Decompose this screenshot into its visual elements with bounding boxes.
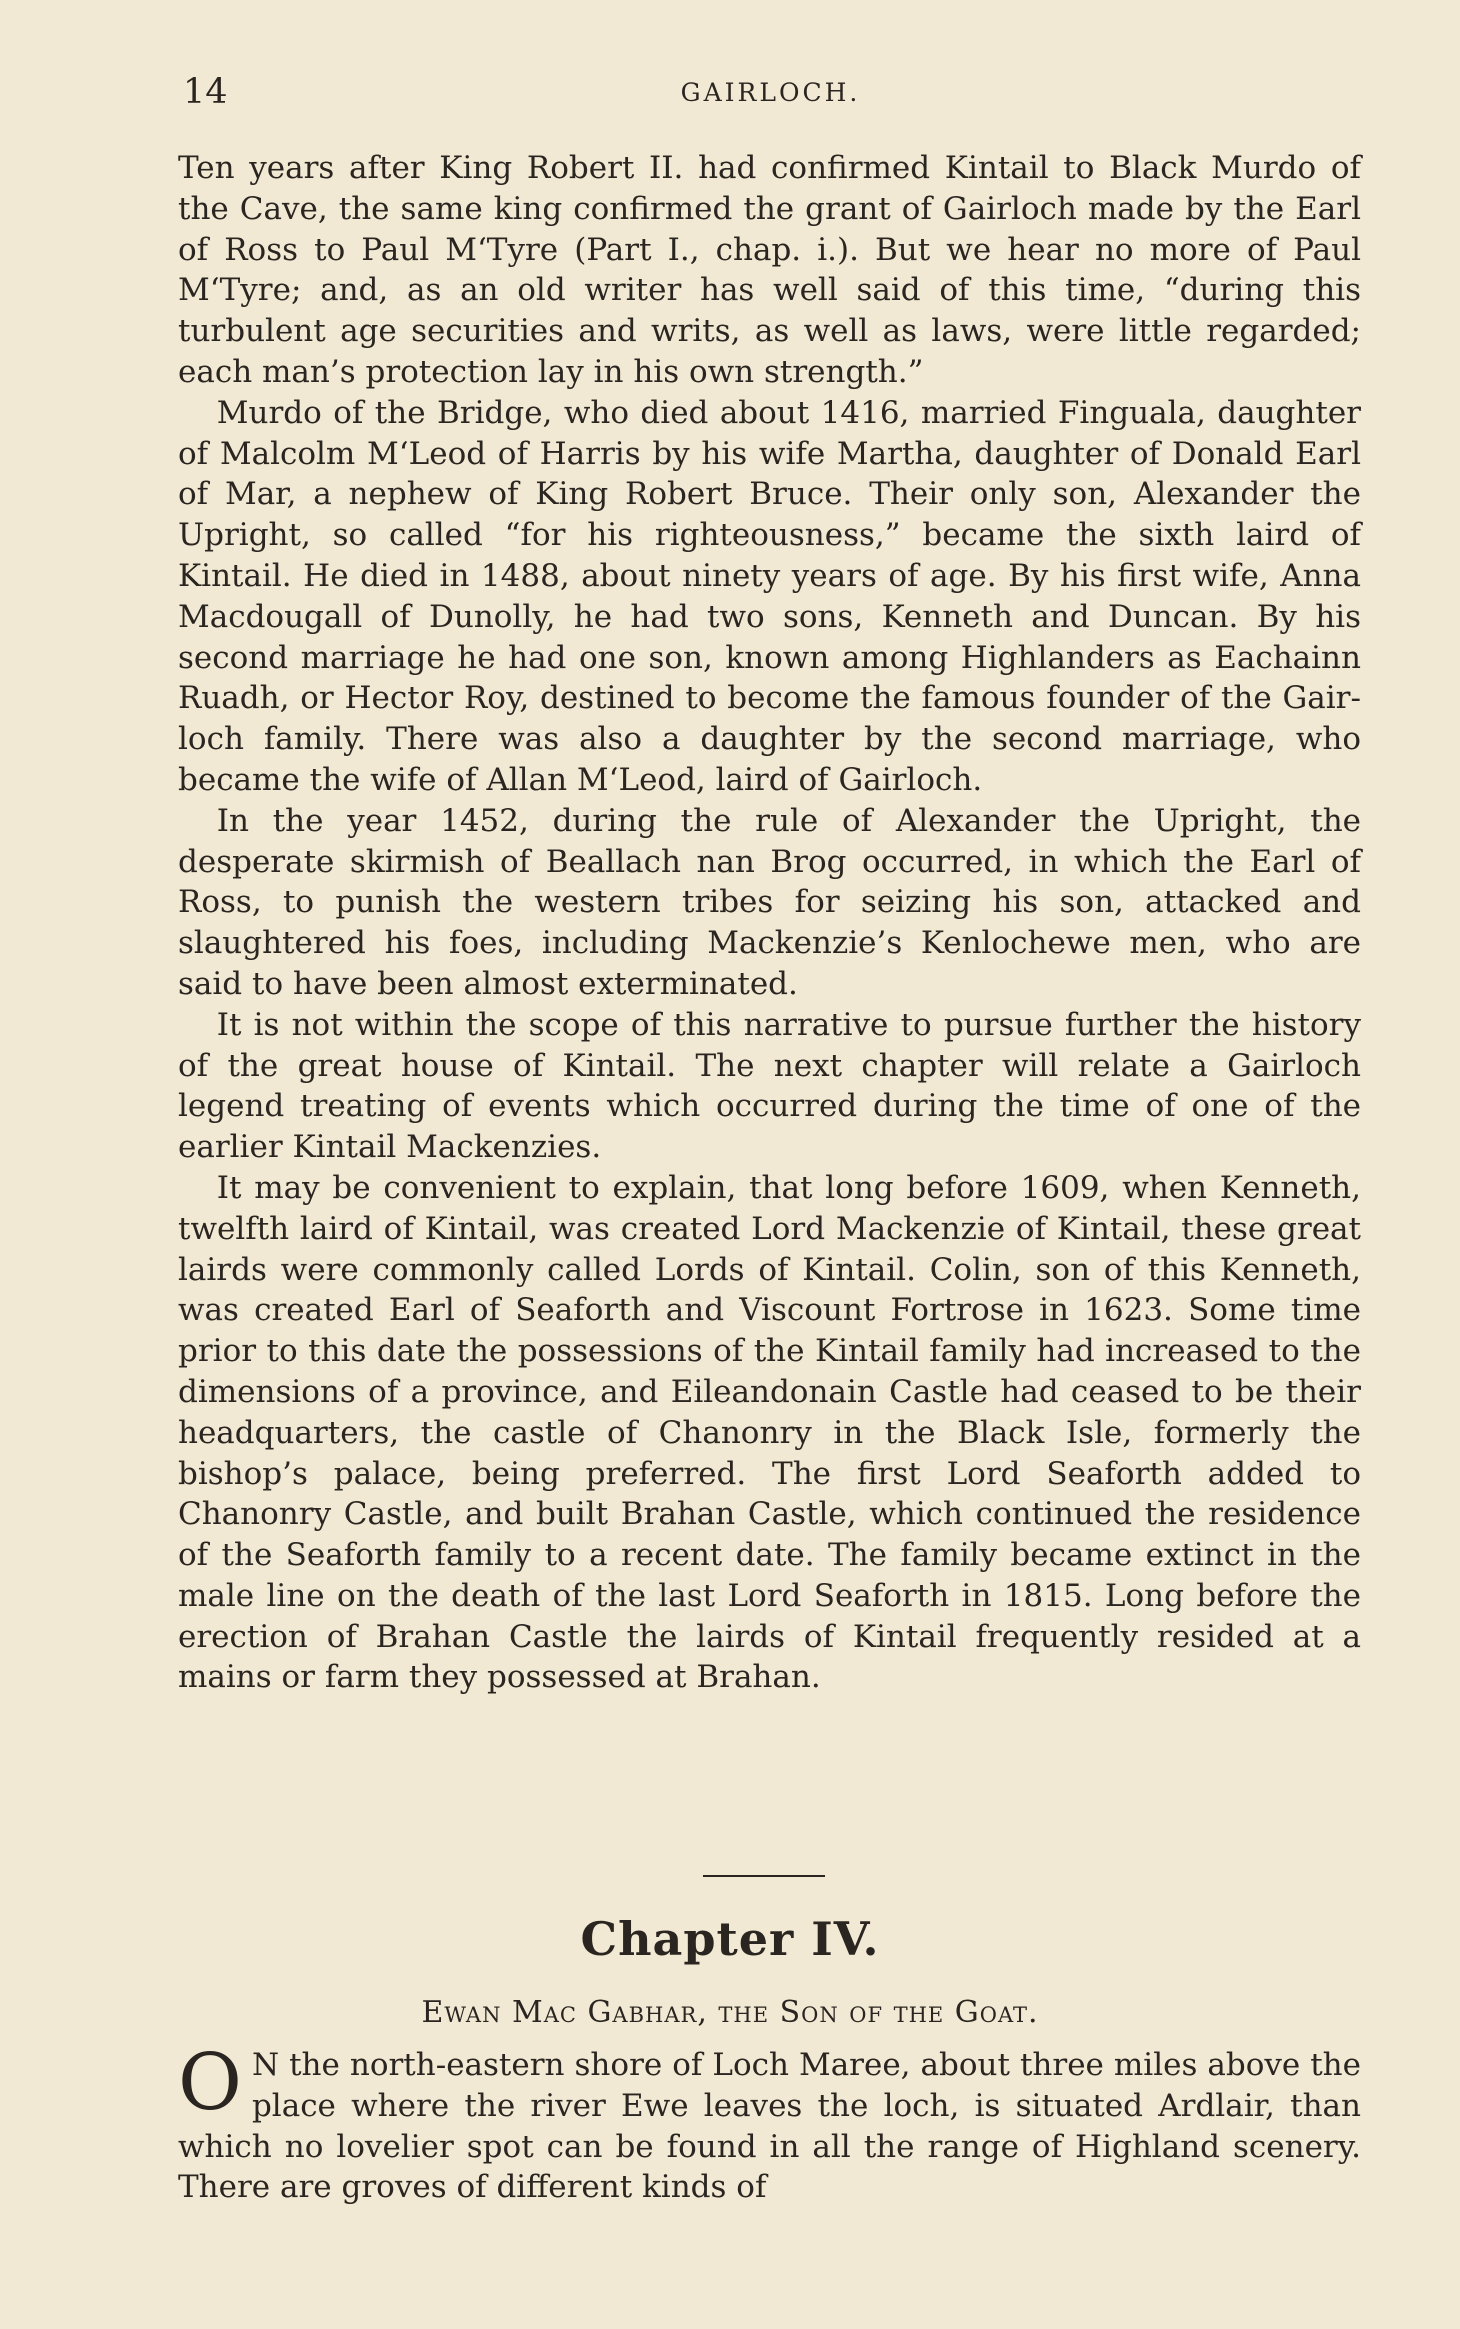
paragraph: It is not within the scope of this narrative to pursue further the history of the great house of Kintail. The next chapter will relate a Gairloch legend treating of events which occurred during the time of one of the earlier Kintail Mackenzies.: [178, 1006, 1361, 1166]
section-divider: [703, 1875, 825, 1877]
chapter-heading: Chapter IV.: [580, 1912, 880, 1966]
paragraph: Ten years after King Robert II. had confirmed Kintail to Black Murdo of the Cave, the same king confirmed the grant of Gairloch made by the Earl of Ross to Paul M‘Tyre (Part I., chap. i.). But we hear no more of Paul M‘Tyre; and, as an old writer has well said of this time, “during this turbulent age securities and writs, as well as laws, were little regarded; each man’s protection lay in his own strength.”: [178, 150, 1361, 390]
chapter-opening-text: N the north-eastern shore of Loch Maree, about three miles above the place where the river Ewe leaves the loch, is situated Ardlair, than which no lovelier spot can be found in all the range of Highland scenery. There are groves of different kinds of: [178, 2047, 1361, 2206]
drop-cap: O: [178, 2038, 242, 2128]
chapter-opening: [178, 2038, 1361, 2208]
running-title: GAIRLOCH.: [680, 78, 861, 107]
running-head: [183, 72, 1358, 122]
paragraph: It may be convenient to explain, that long before 1609, when Kenneth, twelfth laird of Kintail, was created Lord Mackenzie of Kintail, these great lairds were commonly called Lords of Kintail. Colin, son of this Kenneth, was created Earl of Seaforth and Viscount Fortrose in 1623. Some time prior to this date the possessions of the Kintail family had increased to the dimensions of a province, and Eileandonain Castle had ceased to be their headquarters, the castle of Chanonry in the Black Isle, formerly the bishop’s palace, being preferred. The first Lord Seaforth added to Chanonry Castle, and built Brahan Castle, which continued the residence of the Seaforth family to a recent date. The family became extinct in the male line on the death of the last Lord Seaforth in 1815. Long before the erection of Brahan Castle the lairds of Kintail frequently resided at a mains or farm they possessed at Brahan.: [178, 1169, 1361, 1696]
paragraph: In the year 1452, during the rule of Alexander the Upright, the desperate skirmish of Beallach nan Brog occurred, in which the Earl of Ross, to punish the western tribes for seizing his son, attacked and slaughtered his foes, including Mackenzie’s Kenlochewe men, who are said to have been almost exterminated.: [178, 802, 1361, 1002]
chapter-subtitle: Ewan Mac Gabhar, the Son of the Goat.: [421, 1995, 1039, 2030]
body-text: [178, 148, 1361, 1698]
page-number: 14: [183, 72, 228, 112]
paragraph: Murdo of the Bridge, who died about 1416, married Finguala, daughter of Malcolm M‘Leod of Harris by his wife Martha, daughter of Donald Earl of Mar, a nephew of King Robert Bruce. Their only son, Alexander the Upright, so called “for his righteousness,” became the sixth laird of Kintail. He died in 1488, about ninety years of age. By his first wife, Anna Macdougall of Dunolly, he had two sons, Kenneth and Duncan. By his second marriage he had one son, known among Highlanders as Eachainn Ruadh, or Hector Roy, destined to become the famous founder of the Gairloch family. There was also a daughter by the second marriage, who became the wife of Allan M‘Leod, laird of Gairloch.: [178, 394, 1361, 798]
chapter-first-paragraph: [178, 2038, 1361, 2208]
